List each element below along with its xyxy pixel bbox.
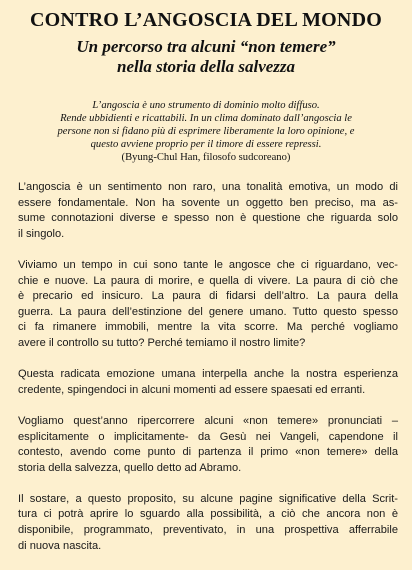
text-line: ci fa rimanere immobili, mentre la vita scorre. Ma perché vogliamo — [18, 321, 398, 334]
text-line: sume connotazioni diverse e spesso non è questione che riguarda solo — [18, 212, 398, 225]
quote-line: L’angoscia è uno strumento di dominio molto diffuso. — [92, 100, 320, 111]
text-line: credente, spingendoci in alcuni momenti ad essere spaesati ed erranti. — [18, 383, 366, 396]
text-line: Il sostare, a questo proposito, su alcune pagine significative della Scrit- — [18, 492, 398, 505]
text-line: storia della salvezza, quello detto ad Abramo. — [18, 461, 242, 474]
text-line: guerra. La paura dell’estinzione del genere umano. Tutto questo spesso — [18, 305, 398, 318]
page-title: CONTRO L’ANGOSCIA DEL MONDO — [30, 9, 382, 31]
text-line: Vogliamo quest’anno ripercorrere alcuni «non temere» pronunciati – — [18, 414, 398, 427]
quote-attribution: (Byung-Chul Han, filosofo sudcoreano) — [121, 152, 291, 163]
subtitle-line: nella storia della salvezza — [116, 57, 296, 76]
text-line: di nuova nascita. — [18, 539, 102, 552]
text-line: essere fondamentale. Non ha sovente un oggetto ben preciso, ma as- — [18, 196, 398, 209]
text-line: Questa radicata emozione umana interpella anche la nostra esperienza — [18, 368, 398, 381]
text-line: L’angoscia è un sentimento non raro, una tonalità emotiva, un modo di — [18, 181, 398, 193]
text-line: avere il controllo su tutto? Perché temiamo il nostro limite? — [18, 336, 306, 349]
text-line: contesto, avendo come punto di partenza il primo «non temere» della — [18, 446, 398, 459]
paragraph — [18, 367, 398, 398]
text-line: disponibile, programmato, preventivato, in una prospettiva afferrabile — [18, 524, 398, 537]
epigraph-quote — [0, 99, 412, 164]
page-subtitle — [0, 37, 412, 77]
body-text — [18, 180, 398, 570]
paragraph — [18, 492, 398, 554]
quote-line: persone non si fidano più di esprimere liberamente la loro opinione, e — [57, 126, 355, 137]
paragraph — [18, 414, 398, 476]
text-line: tura ci potrà aprire lo sguardo alla possibilità, a ciò che ancora non è — [18, 508, 398, 521]
paragraph — [18, 258, 398, 352]
quote-line: Rende ubbidienti e ricattabili. In un clima dominato dall’angoscia le — [60, 113, 352, 124]
text-line: chie e nuove. La paura di morire, e quella di vivere. La paura di ciò che — [18, 274, 398, 287]
text-line: il singolo. — [18, 227, 65, 240]
text-line: Viviamo un tempo in cui sono tante le angosce che ci riguardano, vec- — [18, 258, 398, 271]
text-line: è precario ed insicuro. La paura di fidarsi dell’altro. La paura della — [18, 290, 398, 303]
paragraph — [18, 180, 398, 242]
subtitle-line: Un percorso tra alcuni “non temere” — [76, 37, 336, 56]
quote-line: questo avviene proprio per il timore di essere repressi. — [90, 139, 322, 150]
text-line: esplicitamente o implicitamente- da Gesù nei Vangeli, capendone il — [18, 430, 398, 443]
